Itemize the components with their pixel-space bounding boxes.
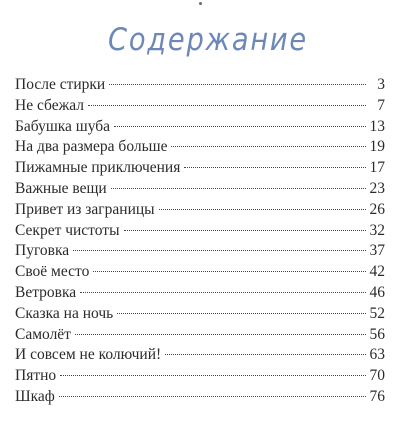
toc-entry-title: Своё место — [15, 263, 90, 281]
toc-entry-title: Ветровка — [15, 283, 77, 301]
toc-entry — [15, 75, 385, 96]
toc-entry-page: 46 — [369, 283, 385, 301]
toc-entry-title: Шкаф — [15, 387, 55, 405]
toc-entry — [15, 117, 385, 138]
toc-entry-title: Бабушка шуба — [15, 117, 111, 135]
toc-entry — [15, 200, 385, 221]
page-title: Содержание — [108, 22, 308, 58]
toc-entry-page: 70 — [369, 367, 385, 385]
toc-leader-dots — [165, 354, 365, 355]
toc-entry-page: 76 — [369, 387, 385, 405]
toc-leader-dots — [88, 105, 366, 106]
toc-leader-dots — [75, 334, 366, 335]
toc-entry — [15, 158, 385, 179]
toc-entry-title: Самолёт — [15, 325, 71, 343]
toc-entry — [15, 137, 385, 158]
toc-leader-dots — [184, 167, 365, 168]
toc-entry — [15, 262, 385, 283]
toc-entry — [15, 179, 385, 200]
toc-entry-title: После стирки — [15, 76, 106, 93]
toc-entry-page: 52 — [369, 304, 385, 322]
toc-entry-page: 32 — [369, 221, 385, 239]
toc-leader-dots — [59, 396, 366, 397]
print-mark — [199, 2, 202, 5]
toc-entry-page: 37 — [369, 242, 385, 260]
toc-leader-dots — [117, 313, 365, 314]
toc-entry-page: 7 — [377, 96, 385, 114]
toc-entry-page: 23 — [369, 179, 385, 197]
toc-entry-page: 13 — [369, 117, 385, 135]
toc-entry — [15, 304, 385, 325]
toc-leader-dots — [111, 188, 366, 189]
toc-entry-title: Сказка на ночь — [15, 304, 114, 322]
toc-entry — [15, 96, 385, 117]
toc-leader-dots — [124, 230, 366, 231]
toc-leader-dots — [114, 126, 365, 127]
toc-entry — [15, 241, 385, 262]
toc-entry-title: Важные вещи — [15, 179, 107, 197]
toc-leader-dots — [171, 146, 365, 147]
toc-leader-dots — [159, 209, 366, 210]
toc-entry-title: Пятно — [15, 367, 57, 385]
toc-entry-title: Секрет чистоты — [15, 221, 120, 239]
toc-entry — [15, 221, 385, 242]
toc-entry-page: 3 — [377, 76, 385, 93]
toc-entry-page: 56 — [369, 325, 385, 343]
toc-entry-page: 42 — [369, 263, 385, 281]
toc-entry — [15, 366, 385, 387]
toc-entry-title: Привет из заграницы — [15, 200, 155, 218]
toc-entry-page: 17 — [369, 159, 385, 177]
toc-leader-dots — [73, 250, 365, 251]
toc-leader-dots — [80, 292, 365, 293]
toc-entry-page: 19 — [369, 138, 385, 156]
toc-leader-dots — [93, 271, 365, 272]
toc-entry — [15, 387, 385, 408]
table-of-contents — [15, 75, 385, 408]
toc-entry-page: 26 — [369, 200, 385, 218]
toc-leader-dots — [109, 84, 366, 85]
toc-entry — [15, 283, 385, 304]
toc-entry — [15, 345, 385, 366]
toc-entry-title: На два размера больше — [15, 138, 168, 156]
toc-entry-title: И совсем не колючий! — [15, 346, 162, 364]
toc-entry — [15, 325, 385, 346]
toc-entry-title: Пижамные приключения — [15, 159, 181, 177]
toc-entry-page: 63 — [369, 346, 385, 364]
toc-entry-title: Пуговка — [15, 242, 70, 260]
toc-leader-dots — [60, 375, 365, 376]
toc-entry-title: Не сбежал — [15, 96, 85, 114]
